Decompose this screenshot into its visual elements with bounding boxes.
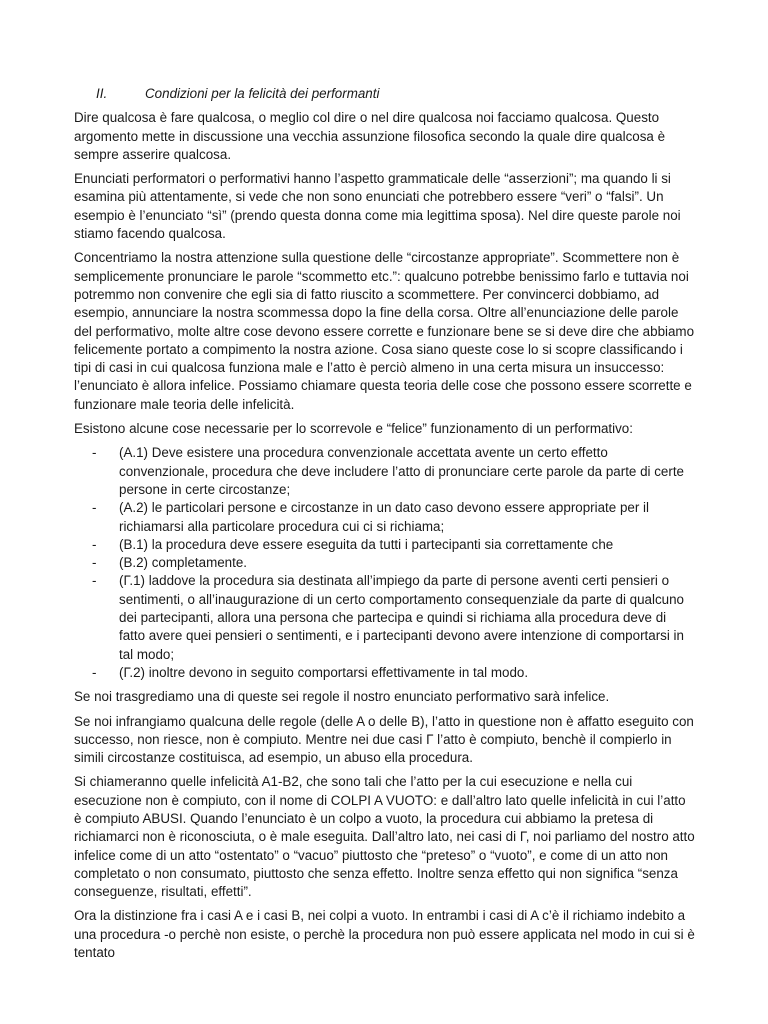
section-number: II. [96,86,108,101]
list-dash: - [92,555,97,571]
section-heading [74,85,695,103]
paragraph-8: Ora la distinzione fra i casi A e i casi B, nei colpi a vuoto. In entrambi i casi di A c’è il richiamo indebito a una procedura -o perchè non esiste, o perchè la procedura non può essere applicata nel modo in cui si è tentato [74,908,695,961]
list-dash: - [92,573,97,589]
list-item-text: (A.2) le particolari persone e circostanze in un dato caso devono essere appropriate per il richiamarsi alla particolare procedura cui ci si richiama; [119,500,649,534]
paragraph-3: Concentriamo la nostra attenzione sulla questione delle “circostanze appropriate”. Scommettere non è semplicemente pronunciare le parole “scommetto etc.”: qualcuno potrebbe benissimo farlo e tuttavia noi potremmo non convenire che egli sia di fatto riuscito a scommettere. Per convincerci dobbiamo, ad esempio, annunciare la nostra scommessa dopo la fine della corsa. Oltre all’enunciazione delle parole del performativo, molte altre cose devono essere corrette e funzionare bene se si deve dire che abbiamo felicemente portato a compimento la nostra azione. Cosa siano queste cose lo si scopre classificando i tipi di casi in cui qualcosa funziona male e l’atto è perciò almeno in una certa misura un insuccesso: l’enunciato è allora infelice. Possiamo chiamare questa teoria delle cose che possono essere scorrette e funzionare male teoria delle infelicità. [74,250,695,412]
list-item [92,554,695,572]
list-dash: - [92,536,97,552]
paragraph-6: Se noi infrangiamo qualcuna delle regole (delle A o delle B), l’atto in questione non è affatto eseguito con successo, non riesce, non è compiuto. Mentre nei due casi Γ l’atto è compiuto, benchè il compierlo in simili circostanze costituisca, ad esempio, un abuso ella procedura. [74,713,694,766]
list-item [92,572,695,663]
paragraph-1: Dire qualcosa è fare qualcosa, o meglio col dire o nel dire qualcosa noi facciamo qualcosa. Questo argomento mette in discussione una vecchia assunzione filosofica secondo la quale dire qualcosa è sempre asserire qualcosa. [74,110,666,162]
list-item-text: (Γ.1) laddove la procedura sia destinata all’impiego da parte di persone aventi certi pensieri o sentimenti, o all’inaugurazione di un certo comportamento consequenziale da parte di qualcuno dei partecipanti, allora una persona che partecipa e quindi si richiama alla procedura deve di fatto avere quei pensieri o sentimenti, e i partecipanti devono avere intenzione di comportarsi in tal modo; [119,573,684,662]
list-item [92,444,695,499]
paragraph-4: Esistono alcune cose necessarie per lo scorrevole e “felice” funzionamento di un performativo: [74,421,633,437]
rules-list [74,444,695,682]
list-item [92,664,695,682]
list-item-text: (B.1) la procedura deve essere eseguita da tutti i partecipanti sia correttamente che [119,536,614,552]
list-dash: - [92,664,97,680]
section-title: Condizioni per la felicità dei performanti [145,86,380,101]
list-item-text: (Γ.2) inoltre devono in seguito comportarsi effettivamente in tal modo. [119,664,529,680]
list-dash: - [92,500,97,516]
list-item-text: (A.1) Deve esistere una procedura convenzionale accettata avente un certo effetto convenzionale, procedura che deve includere l’atto di pronunciare certe parole da parte di certe persone in certe circostanze; [119,445,684,497]
paragraph-2: Enunciati performatori o performativi hanno l’aspetto grammaticale delle “asserzioni”; ma quando li si esamina più attentamente, si vede che non sono enunciati che potrebbero essere “veri” o “falsi”. Un esempio è l’enunciato “sì” (prendo questa donna come mia legittima sposa). Nel dire queste parole noi stiamo facendo qualcosa. [74,171,681,242]
list-item [92,536,695,554]
list-item [92,499,695,536]
list-item-text: (B.2) completamente. [119,555,248,571]
list-dash: - [92,445,97,461]
paragraph-7: Si chiameranno quelle infelicità A1-B2, che sono tali che l’atto per la cui esecuzione e nella cui esecuzione non è compiuto, con il nome di COLPI A VUOTO: e dall’altro lato quelle infelicità in cui l’atto è compiuto ABUSI. Quando l’enunciato è un colpo a vuoto, la procedura cui abbiamo la pretesa di richiamarci non è riconosciuta, o è male eseguita. Dall’altro lato, nei casi di Γ, noi parliamo del nostro atto infelice come di un atto “ostentato” o “vacuo” piuttosto che “preteso” o “vuoto”, e come di un atto non completato o non consumato, piuttosto che senza effetto. Inoltre senza effetto qui non significa “senza conseguenze, risultati, effetti”. [74,774,695,900]
paragraph-5: Se noi trasgrediamo una di queste sei regole il nostro enunciato performativo sarà infelice. [74,689,610,705]
